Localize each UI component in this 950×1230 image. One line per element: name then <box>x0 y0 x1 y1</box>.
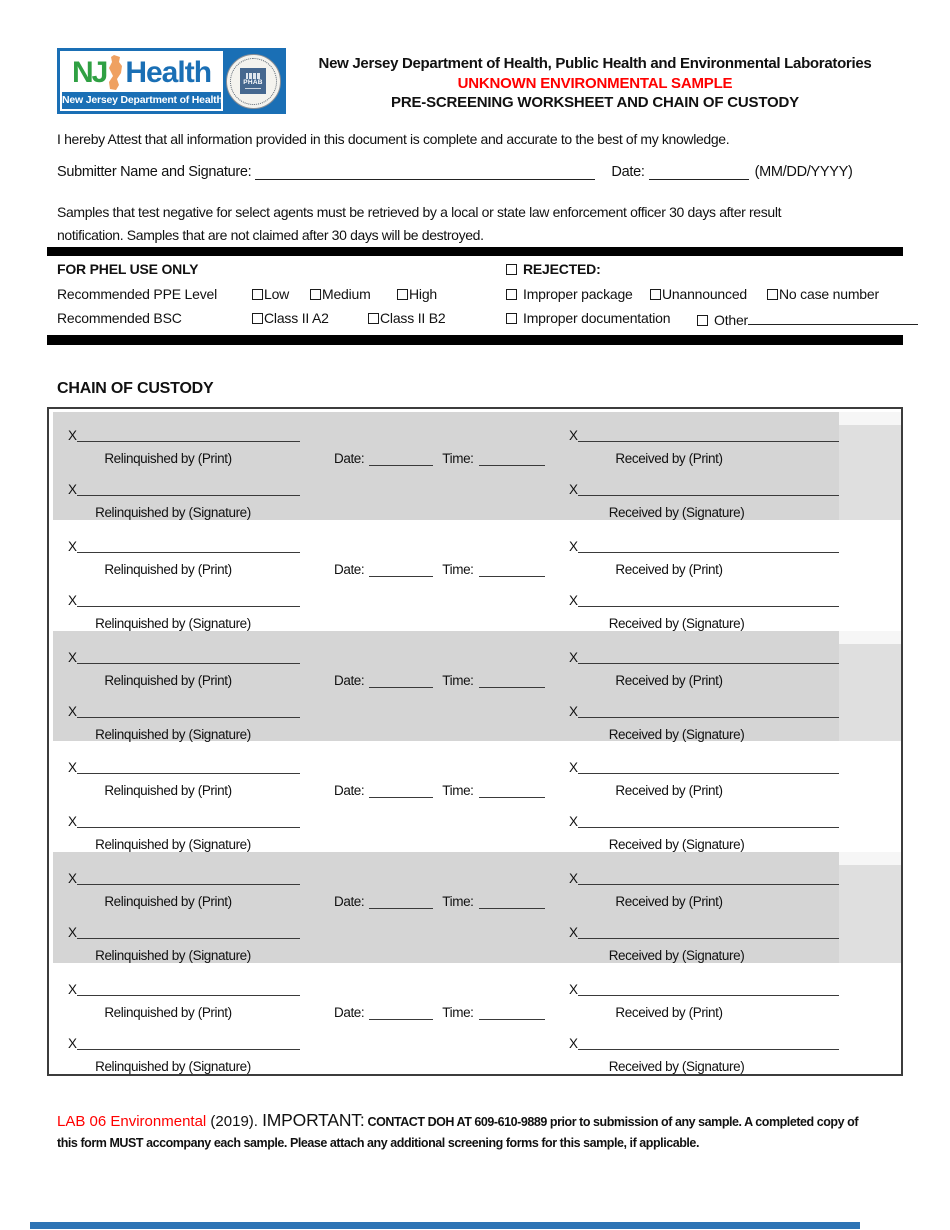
bsc-label: Recommended BSC <box>57 310 182 326</box>
custody-heading: CHAIN OF CUSTODY <box>57 380 214 397</box>
rejected-improper-documentation <box>506 310 670 326</box>
ppe-option-low <box>252 286 289 302</box>
x-mark: X <box>68 428 78 443</box>
form-title: PRE-SCREENING WORKSHEET AND CHAIN OF CUSTODY <box>391 94 799 111</box>
custody-row <box>49 520 901 631</box>
checkbox-unannounced[interactable] <box>650 289 661 300</box>
other-reason-line[interactable] <box>748 310 918 325</box>
received-print-line[interactable] <box>569 872 839 885</box>
received-signature-label: Received by (Signature) <box>608 948 745 964</box>
date-line[interactable] <box>369 675 433 688</box>
date-time-fields <box>334 673 545 688</box>
time-label: Time: <box>442 561 474 577</box>
time-line[interactable] <box>479 564 545 577</box>
retrieval-notice <box>57 201 781 247</box>
x-mark: X <box>569 871 579 887</box>
relinquished-print-label: Relinquished by (Print) <box>104 451 232 466</box>
divider-bar-bottom <box>47 335 903 345</box>
time-label: Time: <box>442 783 474 799</box>
x-mark: X <box>68 925 78 941</box>
received-print-line[interactable] <box>569 983 839 996</box>
x-mark: X <box>569 1036 579 1052</box>
bsc-option-b2 <box>368 310 446 326</box>
footer-accent-bar <box>30 1222 860 1229</box>
checkbox-ppe-high[interactable] <box>397 289 408 300</box>
date-label: Date: <box>334 451 365 466</box>
received-signature-line[interactable] <box>569 1037 839 1050</box>
x-mark: X <box>569 760 579 776</box>
date-line[interactable] <box>369 564 433 577</box>
x-mark: X <box>569 538 579 554</box>
relinquished-print-line[interactable] <box>68 429 300 442</box>
agency-title: New Jersey Department of Health, Public Health and Environmental Laboratories <box>318 55 872 72</box>
relinquished-print-line[interactable] <box>68 983 300 996</box>
date-label: Date: <box>334 672 365 688</box>
x-mark: X <box>68 592 78 608</box>
phab-seal-center <box>240 68 266 94</box>
date-label: Date: <box>334 783 365 799</box>
date-time-fields <box>334 562 545 577</box>
title-block <box>285 55 905 111</box>
rejected-header <box>506 261 601 277</box>
phab-seal-label: PHAB <box>243 79 263 87</box>
important-label: IMPORTANT: <box>262 1110 365 1130</box>
x-mark: X <box>569 982 579 998</box>
received-signature-line[interactable] <box>569 594 839 607</box>
relinquished-signature-label: Relinquished by (Signature) <box>95 726 251 742</box>
footer-notice-line1: CONTACT DOH AT 609-610-9889 prior to submission of any sample. A completed copy of <box>364 1115 859 1129</box>
relinquished-signature-label: Relinquished by (Signature) <box>95 837 251 853</box>
x-mark: X <box>68 1036 78 1052</box>
footer-notice-line2: this form MUST accompany each sample. Please attach any additional screening forms for this sample, if applicable. <box>57 1136 699 1150</box>
time-line[interactable] <box>479 1007 545 1020</box>
checkbox-rejected[interactable] <box>506 264 517 275</box>
sample-type-title: UNKNOWN ENVIRONMENTAL SAMPLE <box>457 75 733 92</box>
relinquished-print-label: Relinquished by (Print) <box>104 1005 232 1021</box>
ppe-high-label: High <box>409 286 437 302</box>
received-signature-line[interactable] <box>569 705 839 718</box>
received-signature-label: Received by (Signature) <box>608 837 745 853</box>
form-year: (2019). <box>206 1113 263 1130</box>
checkbox-ppe-low[interactable] <box>252 289 263 300</box>
ppe-option-medium <box>310 286 371 302</box>
relinquished-print-label: Relinquished by (Print) <box>104 783 232 799</box>
submitter-signature-line[interactable] <box>255 165 595 180</box>
footer-line1 <box>57 1110 917 1131</box>
date-line[interactable] <box>369 453 433 466</box>
received-print-line[interactable] <box>569 761 839 774</box>
time-line[interactable] <box>479 453 545 466</box>
phab-seal-line <box>245 88 261 89</box>
custody-row <box>49 741 901 852</box>
received-signature-label: Received by (Signature) <box>608 505 745 520</box>
submitter-row <box>57 164 853 180</box>
logo-inner <box>60 51 223 111</box>
rejected-unannounced <box>650 286 747 302</box>
received-print-label: Received by (Print) <box>615 783 723 799</box>
relinquished-print-label: Relinquished by (Print) <box>104 561 232 577</box>
relinquished-signature-line[interactable] <box>68 705 300 718</box>
other-label: Other <box>714 312 749 328</box>
x-mark: X <box>569 482 579 497</box>
received-print-label: Received by (Print) <box>615 451 723 466</box>
relinquished-print-line[interactable] <box>68 761 300 774</box>
received-signature-label: Received by (Signature) <box>608 615 745 631</box>
relinquished-print-line[interactable] <box>68 872 300 885</box>
phel-section <box>47 256 903 335</box>
date-time-fields <box>334 894 545 909</box>
date-time-fields <box>334 1005 545 1020</box>
time-line[interactable] <box>479 675 545 688</box>
custody-row <box>49 963 901 1074</box>
received-print-line[interactable] <box>569 540 839 553</box>
checkbox-improper-package[interactable] <box>506 289 517 300</box>
x-mark: X <box>68 482 78 497</box>
time-label: Time: <box>442 1005 474 1021</box>
form-code: LAB 06 Environmental <box>57 1113 207 1130</box>
received-signature-line[interactable] <box>569 483 839 496</box>
checkbox-bsc-class2a2[interactable] <box>252 313 263 324</box>
time-label: Time: <box>442 451 474 466</box>
x-mark: X <box>68 649 78 665</box>
rejected-other <box>697 310 918 328</box>
checkbox-no-case-number[interactable] <box>767 289 778 300</box>
bsc-option-a2 <box>252 310 329 326</box>
time-label: Time: <box>442 672 474 688</box>
time-label: Time: <box>442 894 474 910</box>
logo-brand <box>60 51 223 93</box>
submitter-label: Submitter Name and Signature: <box>57 164 252 180</box>
received-print-label: Received by (Print) <box>615 894 723 910</box>
received-print-line[interactable] <box>569 429 839 442</box>
new-jersey-state-icon <box>107 55 124 91</box>
received-signature-line[interactable] <box>569 926 839 939</box>
x-mark: X <box>569 814 579 830</box>
date-label: Date: <box>334 1005 365 1021</box>
relinquished-signature-line[interactable] <box>68 483 300 496</box>
phab-skyline-icon <box>246 73 260 79</box>
x-mark: X <box>569 428 579 443</box>
received-print-label: Received by (Print) <box>615 672 723 688</box>
rejected-label: REJECTED: <box>523 261 601 277</box>
seal-zone <box>223 51 283 111</box>
rejected-improper-package <box>506 286 633 302</box>
custody-row <box>49 631 901 742</box>
relinquished-signature-label: Relinquished by (Signature) <box>95 1059 251 1075</box>
logo-banner: New Jersey Department of Health <box>62 92 221 109</box>
received-print-label: Received by (Print) <box>615 561 723 577</box>
ppe-option-high <box>397 286 437 302</box>
submitter-date-line[interactable] <box>649 165 749 180</box>
x-mark: X <box>68 703 78 719</box>
checkbox-other[interactable] <box>697 315 708 326</box>
x-mark: X <box>569 649 579 665</box>
x-mark: X <box>68 538 78 554</box>
bsc-a2-label: Class II A2 <box>264 310 329 326</box>
x-mark: X <box>68 871 78 887</box>
custody-row <box>49 409 901 520</box>
footer <box>57 1110 917 1150</box>
date-label: Date: <box>334 894 365 910</box>
date-time-fields <box>334 451 545 466</box>
relinquished-signature-line[interactable] <box>68 594 300 607</box>
date-time-fields <box>334 783 545 798</box>
received-signature-line[interactable] <box>569 815 839 828</box>
checkbox-improper-documentation[interactable] <box>506 313 517 324</box>
date-label: Date: <box>334 561 365 577</box>
ppe-level-label: Recommended PPE Level <box>57 286 217 302</box>
relinquished-print-line[interactable] <box>68 540 300 553</box>
x-mark: X <box>569 925 579 941</box>
date-line[interactable] <box>369 896 433 909</box>
relinquished-signature-label: Relinquished by (Signature) <box>95 505 251 520</box>
logo-nj-text: NJ <box>71 55 107 89</box>
nj-health-logo <box>57 48 286 114</box>
relinquished-signature-label: Relinquished by (Signature) <box>95 948 251 964</box>
relinquished-signature-line[interactable] <box>68 815 300 828</box>
date-line[interactable] <box>369 785 433 798</box>
received-signature-label: Received by (Signature) <box>608 726 745 742</box>
retrieval-notice-line1: Samples that test negative for select agents must be retrieved by a local or state law enforcement officer 30 days after result <box>57 204 782 220</box>
x-mark: X <box>68 760 78 776</box>
improper-documentation-label: Improper documentation <box>523 310 671 326</box>
no-case-number-label: No case number <box>779 286 879 302</box>
checkbox-ppe-medium[interactable] <box>310 289 321 300</box>
rejected-no-case-number <box>767 286 879 302</box>
relinquished-print-label: Relinquished by (Print) <box>104 672 232 688</box>
date-format-hint: (MM/DD/YYYY) <box>754 164 853 180</box>
received-print-label: Received by (Print) <box>615 1005 723 1021</box>
phab-seal-icon <box>226 54 281 109</box>
unannounced-label: Unannounced <box>662 286 747 302</box>
divider-bar-top <box>47 247 903 256</box>
custody-row <box>49 852 901 963</box>
x-mark: X <box>68 982 78 998</box>
bsc-b2-label: Class II B2 <box>380 310 446 326</box>
custody-table <box>47 407 903 1076</box>
relinquished-signature-line[interactable] <box>68 926 300 939</box>
relinquished-signature-line[interactable] <box>68 1037 300 1050</box>
attestation-text: I hereby Attest that all information provided in this document is complete and accurate to the best of my knowledge. <box>57 131 730 147</box>
time-line[interactable] <box>479 785 545 798</box>
x-mark: X <box>569 592 579 608</box>
logo-health-text: Health <box>125 55 212 89</box>
checkbox-bsc-class2b2[interactable] <box>368 313 379 324</box>
date-line[interactable] <box>369 1007 433 1020</box>
received-print-line[interactable] <box>569 651 839 664</box>
x-mark: X <box>68 814 78 830</box>
retrieval-notice-line2: notification. Samples that are not claimed after 30 days will be destroyed. <box>57 227 484 243</box>
time-line[interactable] <box>479 896 545 909</box>
phel-title: FOR PHEL USE ONLY <box>57 261 199 277</box>
submitter-date-label: Date: <box>611 164 645 180</box>
improper-package-label: Improper package <box>523 286 633 302</box>
x-mark: X <box>569 703 579 719</box>
ppe-medium-label: Medium <box>322 286 371 302</box>
received-signature-label: Received by (Signature) <box>608 1059 745 1075</box>
relinquished-print-label: Relinquished by (Print) <box>104 894 232 910</box>
relinquished-signature-label: Relinquished by (Signature) <box>95 615 251 631</box>
ppe-low-label: Low <box>264 286 290 302</box>
relinquished-print-line[interactable] <box>68 651 300 664</box>
